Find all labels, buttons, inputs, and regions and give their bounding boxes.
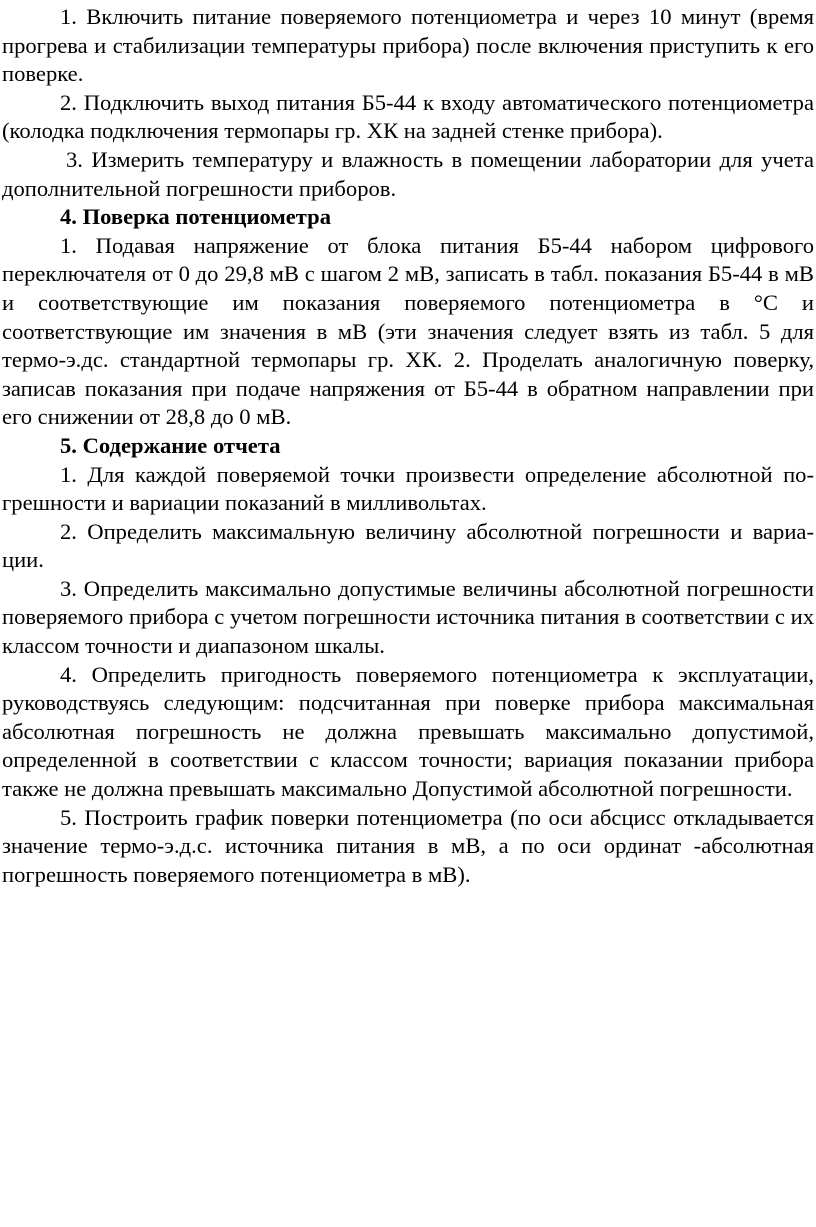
paragraph-connect-output: 2. Подключить выход питания Б5-44 к входу автоматического потенциометра (колодка подключения термопары гр. ХК на задней стенке прибора). bbox=[2, 89, 814, 144]
paragraph-report-item-1: 1. Для каждой поверяемой точки произвести определение абсолютной по- грешности и вариации показаний в милливольтах. bbox=[2, 461, 814, 516]
paragraph-report-item-2: 2. Определить максимальную величину абсолютной погрешности и вариа- ции. bbox=[2, 518, 814, 573]
paragraph-measure-temperature: 3. Измерить температуру и влажность в помещении лаборатории для учета дополнительной погрешности приборов. bbox=[2, 146, 814, 201]
paragraph-report-item-3: 3. Определить максимально допустимые величины абсолютной погрешности поверяемого прибора с учетом погрешности источника питания в соответствии с их классом точности и диапазоном шкалы. bbox=[2, 575, 814, 659]
paragraph-power-on: 1. Включить питание поверяемого потенциометра и через 10 минут (время прогрева и стабилизации температуры прибора) после включения приступить к его поверке. bbox=[2, 4, 814, 87]
paragraph-report-item-5: 5. Построить график поверки потенциометра (по оси абсцисс откладывается значение термо-э.д.с. источника питания в мВ, а по оси ординат -абсолютная погрешность поверяемого потенциометра в мВ). bbox=[2, 804, 814, 887]
paragraph-report-item-4: 4. Определить пригодность поверяемого потенциометра к эксплуатации, руководствуясь следующим: подсчитанная при поверке прибора максимальная абсолютная погрешность не должна превышать максимально допустимой, определенной в соответствии с классом точности; вариация показании прибора также не должна превышать максимально Допустимой абсолютной погрешности. bbox=[2, 661, 814, 802]
section-heading-report-contents: 5. Содержание отчета bbox=[60, 432, 281, 458]
section-heading-verification: 4. Поверка потенциометра bbox=[60, 204, 332, 230]
paragraph-verification-procedure: 1. Подавая напряжение от блока питания Б5-44 набором цифрового переключателя от 0 до 29,8 мВ с шагом 2 мВ, записать в табл. показания Б5-44 в мВ и соответствующие им показания поверяемого потенциометра в °С и соответствующие им значения в мВ (эти значения следует взять из табл. 5 для термо-э.дс. стандартной термопары гр. ХК. 2. Проделать аналогичную поверку, записав показания при подаче напряжения от Б5-44 в обратном направлении при его снижении от 28,8 до 0 мВ. bbox=[2, 232, 814, 430]
